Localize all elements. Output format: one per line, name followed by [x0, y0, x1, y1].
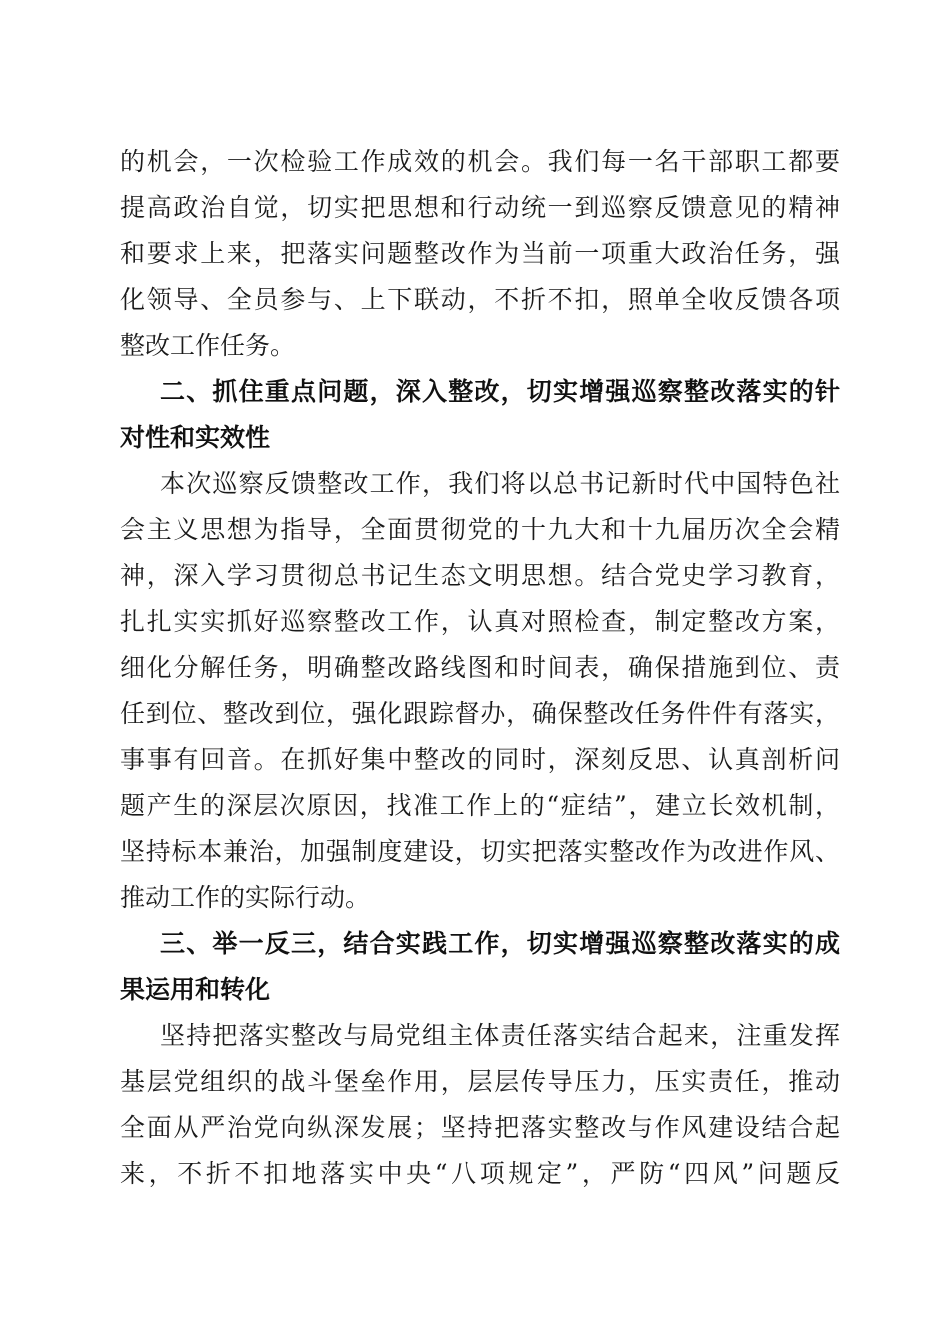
paragraph-line: 全面从严治党向纵深发展；坚持把落实整改与作风建设结合起	[120, 1113, 840, 1142]
section-heading-3: 三、举一反三，结合实践工作，切实增强巡察整改落实的成	[160, 929, 840, 958]
paragraph-line: 的机会，一次检验工作成效的机会。我们每一名干部职工都要	[120, 147, 840, 176]
paragraph-line: 基层党组织的战斗堡垒作用，层层传导压力，压实责任，推动	[120, 1067, 840, 1096]
paragraph-line: 来，不折不扣地落实中央“八项规定”，严防“四风”问题反	[120, 1159, 840, 1188]
paragraph-line: 扎扎实实抓好巡察整改工作，认真对照检查，制定整改方案，	[120, 607, 840, 636]
paragraph-line: 本次巡察反馈整改工作，我们将以总书记新时代中国特色社	[160, 469, 840, 498]
paragraph-line: 细化分解任务，明确整改路线图和时间表，确保措施到位、责	[120, 653, 840, 682]
section-heading-2: 二、抓住重点问题，深入整改，切实增强巡察整改落实的针	[160, 377, 840, 406]
paragraph-line: 神，深入学习贯彻总书记生态文明思想。结合党史学习教育，	[120, 561, 840, 590]
paragraph-line: 事事有回音。在抓好集中整改的同时，深刻反思、认真剖析问	[120, 745, 840, 774]
section-heading-2-continued: 对性和实效性	[120, 423, 271, 452]
paragraph-line: 坚持把落实整改与局党组主体责任落实结合起来，注重发挥	[160, 1021, 840, 1050]
paragraph-line: 坚持标本兼治，加强制度建设，切实把落实整改作为改进作风、	[120, 837, 840, 866]
paragraph-line: 任到位、整改到位，强化跟踪督办，确保整改任务件件有落实，	[120, 699, 840, 728]
paragraph-line: 题产生的深层次原因，找准工作上的“症结”，建立长效机制，	[120, 791, 840, 820]
paragraph-line: 化领导、全员参与、上下联动，不折不扣，照单全收反馈各项	[120, 285, 840, 314]
paragraph-line: 提高政治自觉，切实把思想和行动统一到巡察反馈意见的精神	[120, 193, 840, 222]
paragraph-line: 整改工作任务。	[120, 331, 296, 360]
paragraph-line: 会主义思想为指导，全面贯彻党的十九大和十九届历次全会精	[120, 515, 840, 544]
paragraph-line: 推动工作的实际行动。	[120, 883, 371, 912]
paragraph-line: 和要求上来，把落实问题整改作为当前一项重大政治任务，强	[120, 239, 840, 268]
section-heading-3-continued: 果运用和转化	[120, 975, 271, 1004]
